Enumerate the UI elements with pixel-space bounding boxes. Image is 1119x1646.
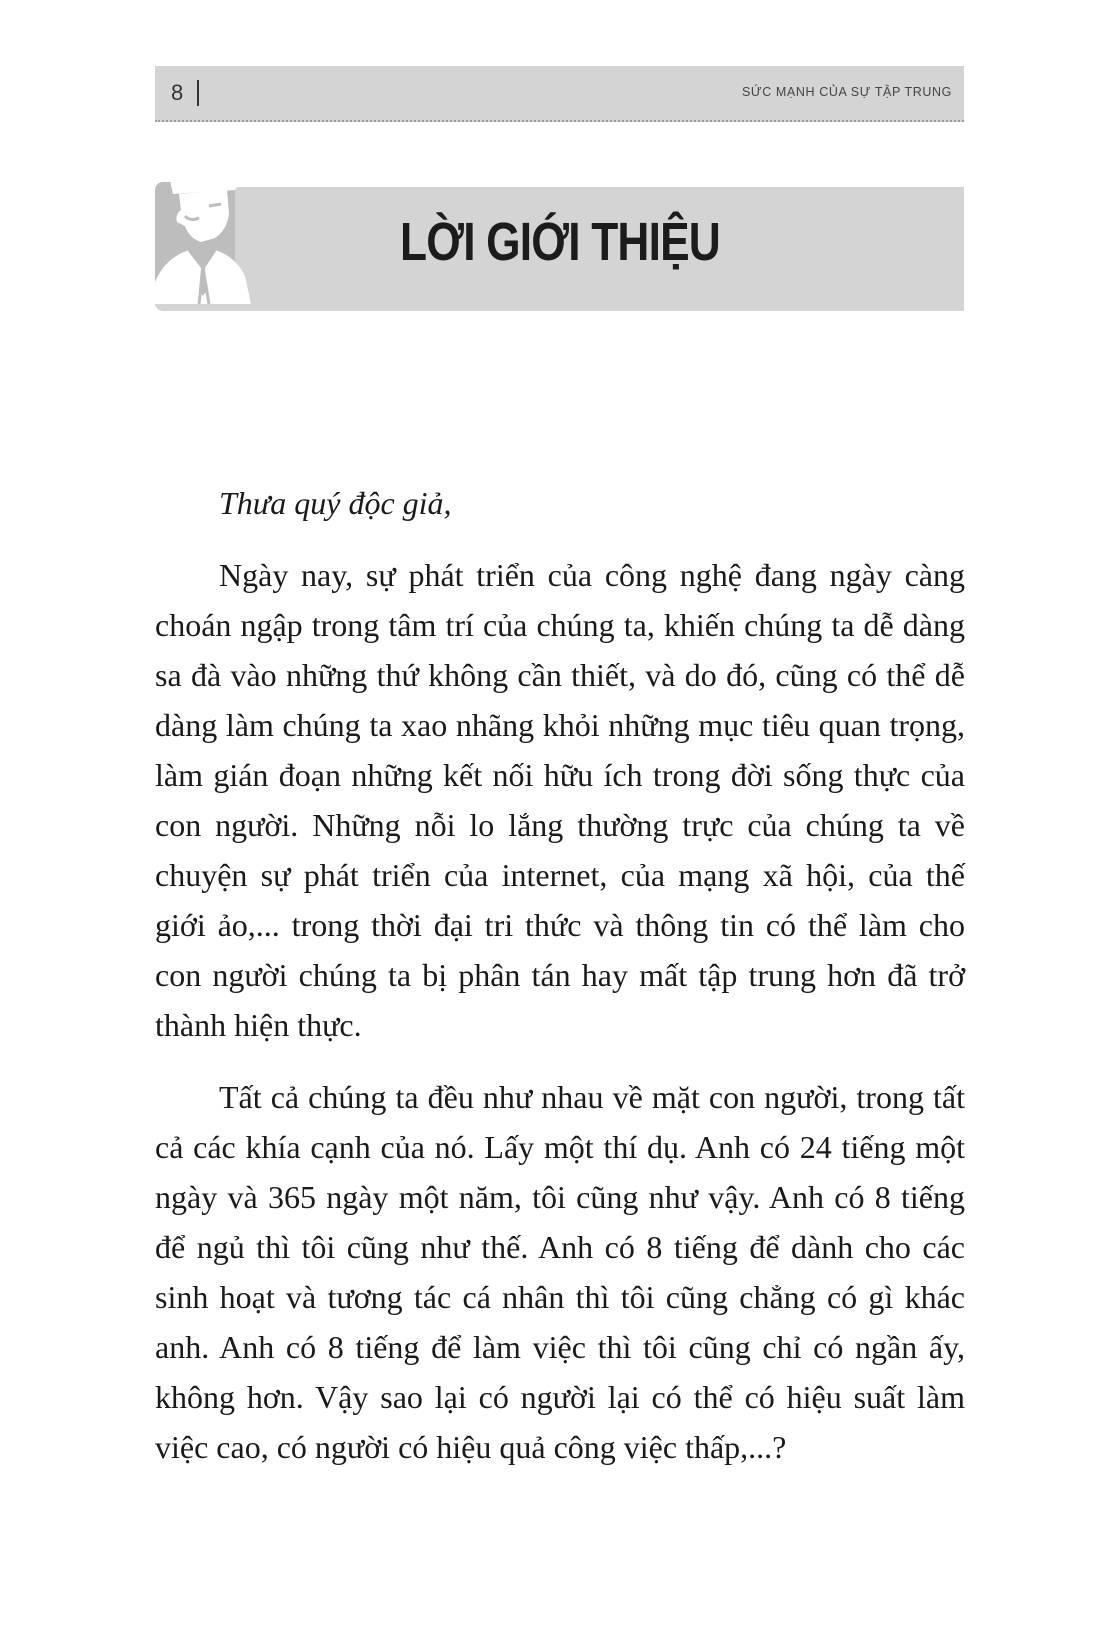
header-divider xyxy=(197,80,199,106)
paragraph: Tất cả chúng ta đều như nhau về mặt con người, trong tất cả các khía cạnh của nó. Lấy một thí dụ. Anh có 24 tiếng một ngày và 365 ngày một năm, tôi cũng như vậy. Anh có 8 tiếng để ngủ thì tôi cũng như thế. Anh có 8 tiếng để dành cho các sinh hoạt và tương tác cá nhân thì tôi cũng chẳng có gì khác anh. Anh có 8 tiếng để làm việc thì tôi cũng chỉ có ngần ấy, không hơn. Vậy sao lại có người lại có thể có hiệu suất làm việc cao, có người có hiệu quả công việc thấp,...? xyxy=(155,1079,965,1465)
chapter-title: LỜI GIỚI THIỆU xyxy=(400,212,720,272)
man-with-hat-silhouette-icon xyxy=(155,172,251,305)
salutation: Thưa quý độc giả, xyxy=(219,485,452,521)
paragraph: Ngày nay, sự phát triển của công nghệ đang ngày càng choán ngập trong tâm trí của chúng ta, khiến chúng ta dễ dàng sa đà vào những thứ không cần thiết, và do đó, cũng có thể dễ dàng làm chúng ta xao nhãng khỏi những mục tiêu quan trọng, làm gián đoạn những kết nối hữu ích trong đời sống thực của con người. Những nỗi lo lắng thường trực của chúng ta về chuyện sự phát triển của internet, của mạng xã hội, của thế giới ảo,... trong thời đại tri thức và thông tin có thể làm cho con người chúng ta bị phân tán hay mất tập trung hơn đã trở thành hiện thực. xyxy=(155,557,965,1043)
page-number: 8 xyxy=(171,80,184,105)
running-book-title: SỨC MẠNH CỦA SỰ TẬP TRUNG xyxy=(742,85,952,99)
body-text xyxy=(155,478,965,1494)
running-header xyxy=(155,66,964,122)
